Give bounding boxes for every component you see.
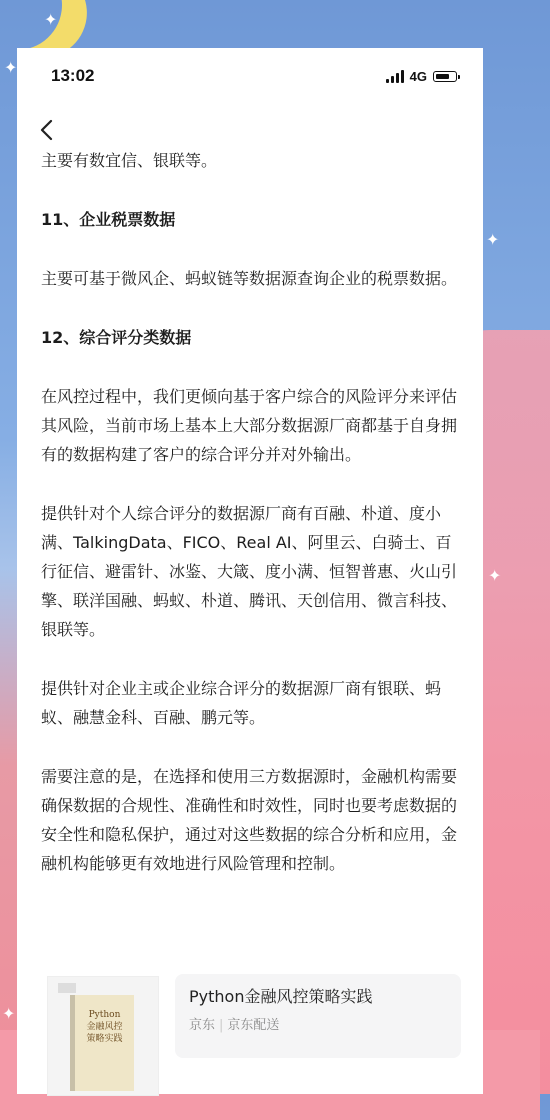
product-card[interactable] [41, 968, 461, 1098]
sparkle-icon: ✦ [44, 10, 58, 29]
product-shop [189, 1014, 279, 1033]
phone-screen [17, 48, 483, 1094]
article-paragraph: 提供针对企业主或企业综合评分的数据源厂商有银联、蚂蚁、融慧金科、百融、鹏元等。 [41, 679, 442, 727]
book-cover [70, 995, 134, 1091]
sparkle-icon: ✦ [486, 230, 500, 249]
sparkle-icon: ✦ [488, 566, 502, 585]
article-paragraph: 提供针对个人综合评分的数据源厂商有百融、朴道、度小满、TalkingData、FICO、Real AI、阿里云、白骑士、百行征信、避雷针、冰鉴、大箴、度小满、恒智普惠、火山引擎、联洋国融、蚂蚁、朴道、腾讯、天创信用、微言科技、银联等。 [41, 504, 458, 639]
product-title: Python金融风控策略实践 [189, 987, 373, 1006]
article-paragraph: 需要注意的是，在选择和使用三方数据源时，金融机构需要确保数据的合规性、准确性和时效性，同时也要考虑数据的安全性和隐私保护，通过对这些数据的综合分析和应用，金融机构能够更有效地进行风险管理和控制。 [41, 767, 458, 873]
separator: | [219, 1018, 224, 1033]
book-cover-title: 策略实践 [86, 1034, 123, 1044]
section-heading: 12、综合评分类数据 [41, 328, 192, 347]
article-content [41, 146, 461, 908]
book-cover-title: 金融风控 [86, 1022, 123, 1032]
battery-level [436, 74, 450, 79]
article-paragraph: 主要可基于微风企、蚂蚁链等数据源查询企业的税票数据。 [41, 269, 458, 288]
battery-icon [433, 71, 457, 82]
section-heading: 11、企业税票数据 [41, 210, 176, 229]
book-cover-title: Python [88, 1010, 121, 1020]
status-icons [386, 69, 457, 84]
chevron-left-icon[interactable] [35, 116, 59, 144]
nav-bar [17, 108, 483, 150]
sparkle-icon: ✦ [4, 58, 18, 77]
shop-name: 京东 [189, 1018, 216, 1033]
signal-icon [386, 70, 404, 83]
sparkle-icon: ✦ [2, 1004, 16, 1023]
product-info[interactable] [175, 974, 461, 1058]
status-bar [17, 48, 483, 108]
delivery-label: 京东配送 [227, 1018, 280, 1033]
article-paragraph: 在风控过程中，我们更倾向基于客户综合的风险评分来评估其风险，当前市场上基本上大部分数据源厂商都基于自身拥有的数据构建了客户的综合评分并对外输出。 [41, 387, 458, 464]
network-type: 4G [409, 69, 427, 84]
book-decoration [58, 983, 76, 993]
article-paragraph: 主要有数宜信、银联等。 [41, 151, 218, 170]
book-thumbnail[interactable] [47, 976, 159, 1096]
status-time: 13:02 [51, 66, 95, 85]
